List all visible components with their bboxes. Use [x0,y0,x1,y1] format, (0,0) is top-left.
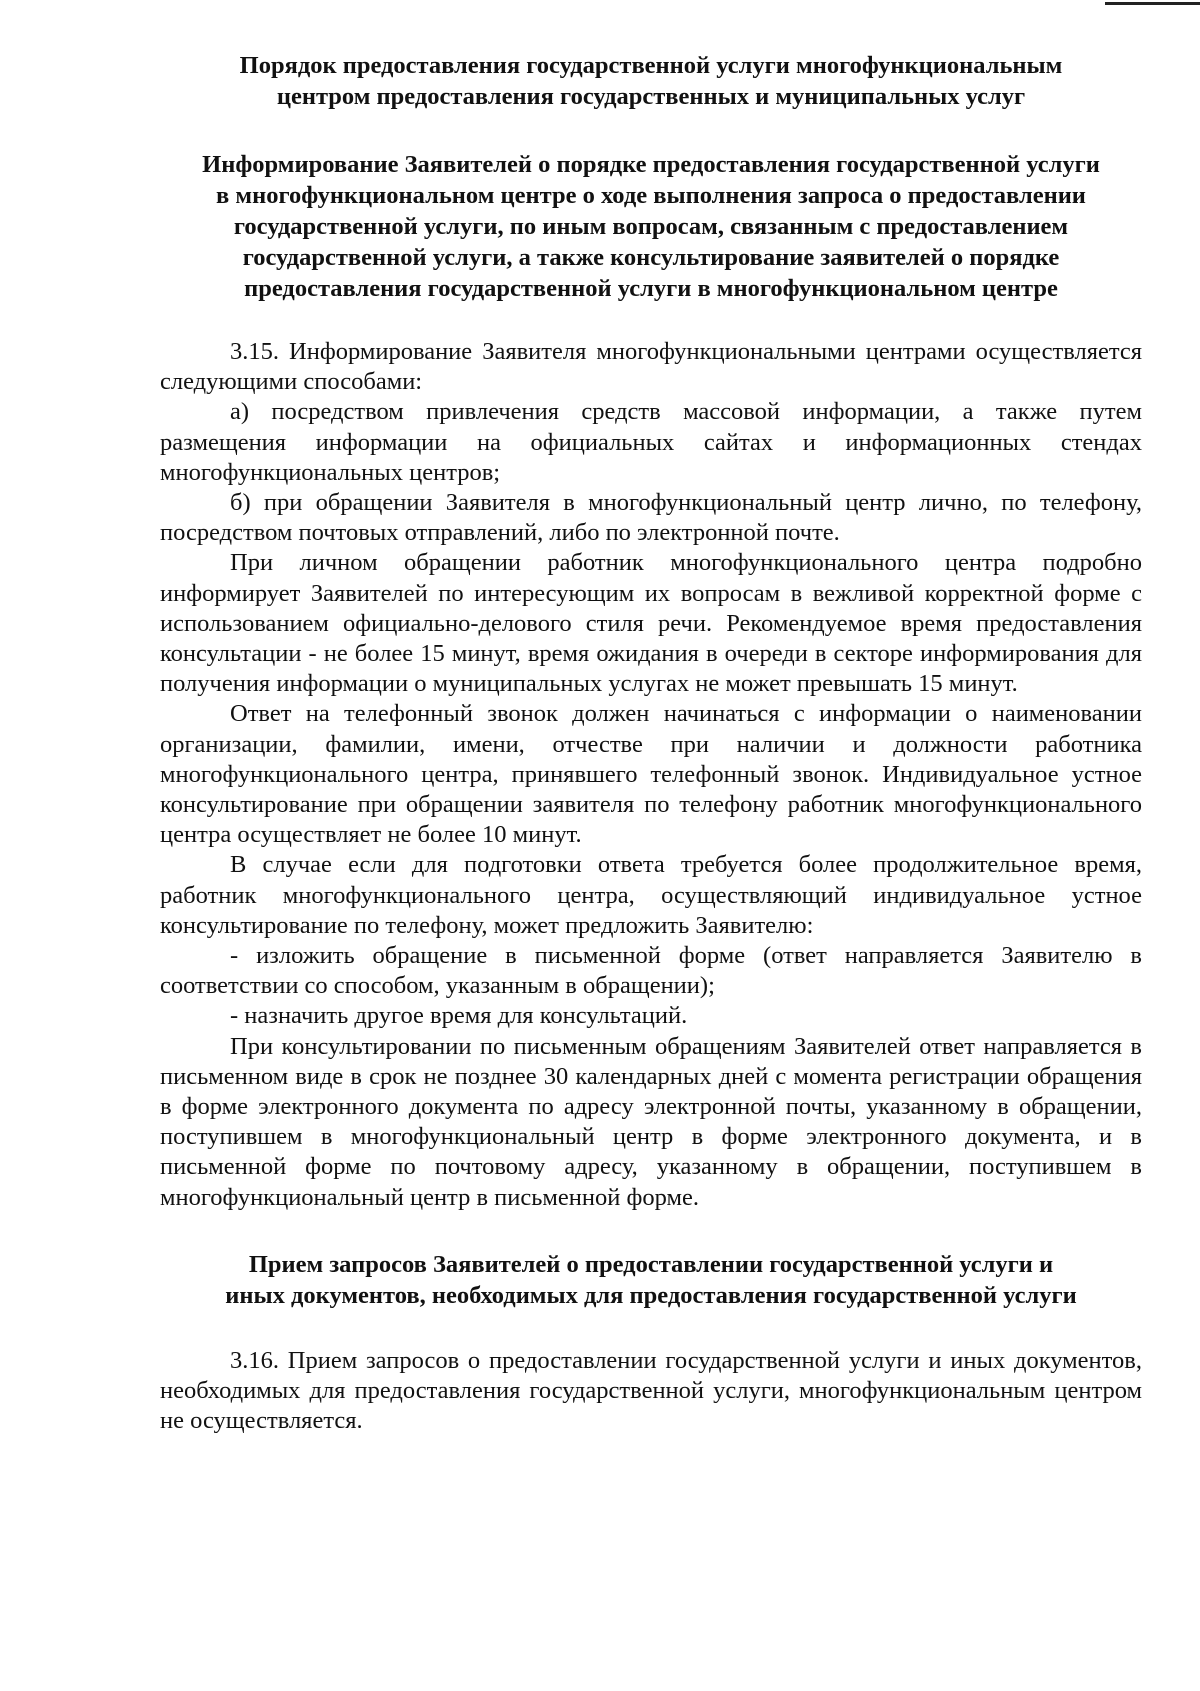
heading-line: иных документов, необходимых для предоставления государственной услуги [225,1281,1077,1309]
heading-line: предоставления государственной услуги в многофункциональном центре [244,275,1058,302]
paragraph-longer-time: В случае если для подготовки ответа требуется более продолжительное время, работник многофункционального центра, осуществляющий индивидуальное устное консультирование по телефону, может предложить Заявителю: [160,851,1142,939]
paragraph-item-b: б) при обращении Заявителя в многофункциональный центр лично, по телефону, посредством почтовых отправлений, либо по электронной почте. [160,489,1142,547]
paragraph-written-requests: При консультировании по письменным обращениям Заявителей ответ направляется в письменном виде в срок не позднее 30 календарных дней с момента регистрации обращения в форме электронного документа по адресу электронной почты, указанному в обращении, поступившем в многофункциональный центр в форме электронного документа, и в письменной форме по почтовому адресу, указанному в обращении, поступившем в многофункциональный центр в письменной форме. [160,1032,1142,1211]
paragraph-3-16: 3.16. Прием запросов о предоставлении государственной услуги и иных документов, необходимых для предоставления государственной услуги, многофункциональным центром не осуществляется. [160,1346,1142,1435]
paragraph-phone-call: Ответ на телефонный звонок должен начинаться с информации о наименовании организации, фамилии, имени, отчестве при наличии и должности работника многофункционального центра, принявшего телефонный звонок. Индивидуальное устное консультирование при обращении заявителя по телефону работник многофункционального центра осуществляет не более 10 минут. [160,700,1142,849]
section-3-15 [160,337,1142,1213]
heading-line: Прием запросов Заявителей о предоставлении государственной услуги и [248,1250,1054,1278]
scan-edge-mark [1105,2,1200,5]
paragraph-personal-visit: При личном обращении работник многофункционального центра подробно информирует Заявителей по интересующим их вопросам в вежливой корректной форме с использованием официально-делового стиля речи. Рекомендуемое время предоставления консультации - не более 15 минут, время ожидания в очереди в секторе информирования для получения информации о муниципальных услугах не может превышать 15 минут. [160,549,1142,698]
section-3-16 [160,1346,1142,1437]
heading-line: государственной услуги, по иным вопросам, связанным с предоставлением [233,213,1069,240]
heading-line: центром предоставления государственных и муниципальных услуг [276,83,1026,110]
paragraph-option-written: - изложить обращение в письменной форме (ответ направляется Заявителю в соответствии со способом, указанным в обращении); [160,942,1142,1000]
paragraph-3-15-intro: 3.15. Информирование Заявителя многофункциональными центрами осуществляется следующими способами: [160,338,1142,396]
paragraph-option-reschedule: - назначить другое время для консультаций. [230,1002,688,1030]
heading-main [160,50,1142,112]
document-page [160,50,1142,1437]
heading-line: в многофункциональном центре о ходе выполнения запроса о предоставлении [216,182,1086,209]
heading-line: Порядок предоставления государственной услуги многофункциональным [239,52,1063,79]
paragraph-item-a: а) посредством привлечения средств массовой информации, а также путем размещения информации на официальных сайтах и информационных стендах многофункциональных центров; [160,398,1142,486]
heading-line: государственной услуги, а также консультирование заявителей о порядке [242,244,1060,271]
heading-informing [160,149,1142,304]
heading-requests [160,1249,1142,1311]
heading-line: Информирование Заявителей о порядке предоставления государственной услуги [202,151,1100,178]
